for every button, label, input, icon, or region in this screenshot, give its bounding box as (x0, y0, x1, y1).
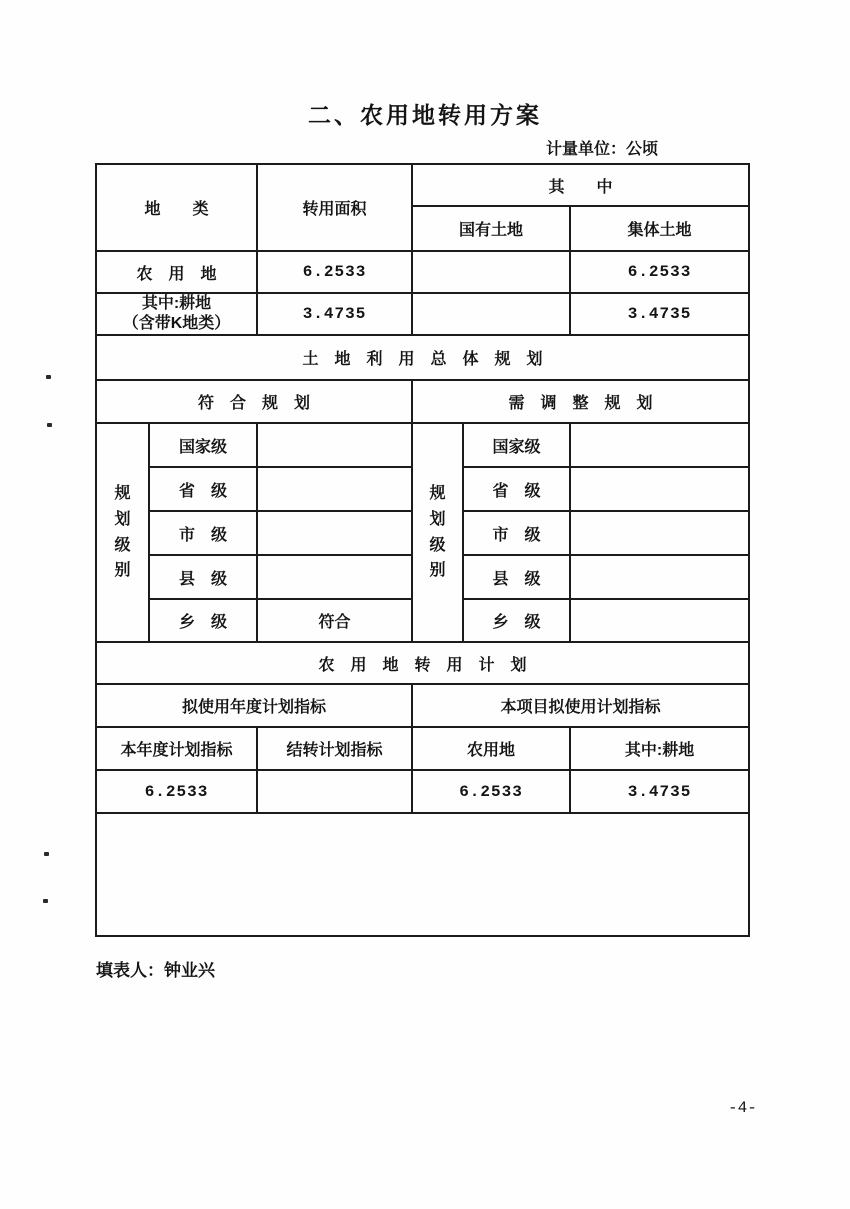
section-conversion-plan (96, 642, 749, 684)
scan-artifact-dot (47, 423, 52, 427)
adjust-level-axis (412, 423, 463, 642)
section-overall-plan (96, 335, 749, 380)
page-title: 二、农用地转用方案 (308, 102, 542, 128)
conform-city-value (257, 511, 412, 555)
project-indicator-header: 本项目拟使用计划指标 (412, 684, 749, 727)
conform-city-label: 市 级 (149, 511, 257, 555)
header-state-owned: 国有土地 (412, 206, 570, 251)
cultivated-area-value: 3.4735 (257, 293, 412, 335)
conform-level-axis (96, 423, 149, 642)
row-empty-remarks (96, 813, 749, 936)
cultivated-state-owned-value (412, 293, 570, 335)
conform-national-value (257, 423, 412, 467)
conform-township-value: 符合 (257, 599, 412, 642)
row-plan-column-headers (96, 727, 749, 770)
agricultural-area-value: 6.2533 (257, 251, 412, 293)
scan-artifact-dot (44, 852, 49, 856)
row-cultivated-land (96, 293, 749, 335)
overall-plan-title: 土 地 利 用 总 体 规 划 (96, 335, 749, 380)
cultivated-land-label (96, 293, 257, 335)
unit-label: 计量单位：公顷 (546, 141, 659, 158)
plan-value-annual: 6.2533 (96, 770, 257, 813)
adjust-plan-header: 需 调 整 规 划 (412, 380, 749, 423)
adjust-national-label: 国家级 (463, 423, 570, 467)
annual-indicator-header: 拟使用年度计划指标 (96, 684, 412, 727)
conform-provincial-value (257, 467, 412, 511)
row-level-national (96, 423, 749, 467)
plan-col-agricultural: 农用地 (412, 727, 570, 770)
scan-artifact-dot (43, 899, 48, 903)
row-plan-subheaders (96, 380, 749, 423)
row-plan-values (96, 770, 749, 813)
conform-county-value (257, 555, 412, 599)
header-of-which: 其 中 (412, 164, 749, 206)
scan-artifact-dot (46, 375, 51, 379)
agricultural-land-label: 农 用 地 (96, 251, 257, 293)
form-filler: 填表人：钟业兴 (96, 961, 215, 980)
adjust-level-axis-label: 规划级别 (429, 485, 446, 580)
conform-county-label: 县 级 (149, 555, 257, 599)
adjust-city-label: 市 级 (463, 511, 570, 555)
land-conversion-table (95, 163, 750, 937)
page-number: -4- (728, 1099, 757, 1117)
plan-value-cultivated: 3.4735 (570, 770, 749, 813)
adjust-county-label: 县 级 (463, 555, 570, 599)
plan-col-carryover: 结转计划指标 (257, 727, 412, 770)
adjust-provincial-label: 省 级 (463, 467, 570, 511)
adjust-national-value (570, 423, 749, 467)
header-collective: 集体土地 (570, 206, 749, 251)
agricultural-state-owned-value (412, 251, 570, 293)
plan-value-carryover (257, 770, 412, 813)
conform-plan-header: 符 合 规 划 (96, 380, 412, 423)
adjust-city-value (570, 511, 749, 555)
header-land-type: 地 类 (96, 164, 257, 251)
cultivated-land-label-line1: 其中:耕地 (141, 295, 212, 312)
conform-national-label: 国家级 (149, 423, 257, 467)
conversion-plan-title: 农 用 地 转 用 计 划 (96, 642, 749, 684)
row-agricultural-land (96, 251, 749, 293)
empty-remarks-cell (96, 813, 749, 936)
header-conversion-area: 转用面积 (257, 164, 412, 251)
row-plan-group-headers (96, 684, 749, 727)
adjust-township-label: 乡 级 (463, 599, 570, 642)
plan-col-cultivated: 其中:耕地 (570, 727, 749, 770)
agricultural-collective-value: 6.2533 (570, 251, 749, 293)
adjust-provincial-value (570, 467, 749, 511)
conform-level-axis-label: 规划级别 (114, 485, 131, 580)
conform-township-label: 乡 级 (149, 599, 257, 642)
adjust-county-value (570, 555, 749, 599)
cultivated-collective-value: 3.4735 (570, 293, 749, 335)
plan-value-agricultural: 6.2533 (412, 770, 570, 813)
plan-col-annual: 本年度计划指标 (96, 727, 257, 770)
table-header-row-1 (96, 164, 749, 206)
adjust-township-value (570, 599, 749, 642)
cultivated-land-label-line2: （含带K地类） (122, 315, 231, 332)
conform-provincial-label: 省 级 (149, 467, 257, 511)
